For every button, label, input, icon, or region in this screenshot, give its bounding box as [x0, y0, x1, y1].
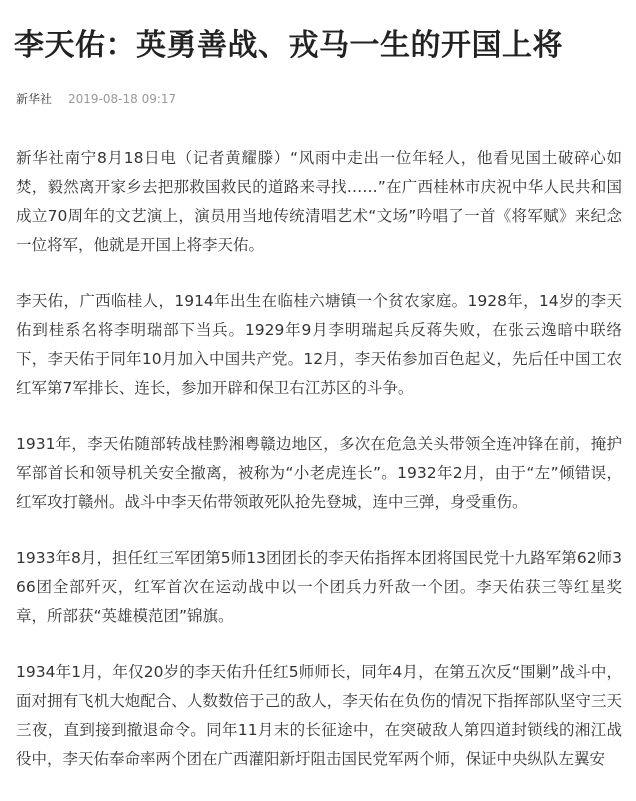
article-body — [16, 144, 622, 801]
article-source: 新华社 — [16, 92, 53, 106]
article-paragraph: 李天佑，广西临桂人，1914年出生在临桂六塘镇一个贫农家庭。1928年，14岁的李天佑到桂系名将李明瑞部下当兵。1929年9月李明瑞起兵反蒋失败，在张云逸暗中联络下，李天佑于同年10月加入中国共产党。12月，李天佑参加百色起义，先后任中国工农红军第7军排长、连长，参加开辟和保卫右江苏区的斗争。 — [16, 292, 622, 397]
article-title: 李天佑：英勇善战、戎马一生的开国上将 — [14, 28, 563, 63]
article-paragraph: 1934年1月，年仅20岁的李天佑升任红5师师长，同年4月，在第五次反“围剿”战斗中，面对拥有飞机大炮配合、人数数倍于己的敌人，李天佑在负伤的情况下指挥部队坚守三天三夜，直到接到撤退命令。同年11月末的长征途中，在突破敌人第四道封锁线的湘江战役中，李天佑奉命率两个团在广西灌阳新圩阻击国民党军两个师，保证中央纵队左翼安 — [16, 663, 622, 768]
article-paragraph: 1931年，李天佑随部转战桂黔湘粤赣边地区，多次在危急关头带领全连冲锋在前，掩护军部首长和领导机关安全撤离，被称为“小老虎连长”。1932年2月，由于“左”倾错误，红军攻打赣州。战斗中李天佑带领敢死队抢先登城，连中三弹，身受重伤。 — [16, 435, 622, 511]
article-time: 2019-08-18 09:17 — [68, 92, 177, 106]
article-paragraph: 新华社南宁8月18日电（记者黄耀滕）“风雨中走出一位年轻人，他看见国土破碎心如焚，毅然离开家乡去把那救国救民的道路来寻找……”在广西桂林市庆祝中华人民共和国成立70周年的文艺演上，演员用当地传统清唱艺术“文场”吟唱了一首《将军赋》来纪念一位将军，他就是开国上将李天佑。 — [16, 149, 622, 254]
article-paragraph: 1933年8月，担任红三军团第5师13团团长的李天佑指挥本团将国民党十九路军第62师366团全部歼灭，红军首次在运动战中以一个团兵力歼敌一个团。李天佑获三等红星奖章，所部获“英雄模范团”锦旗。 — [16, 549, 622, 625]
article-meta — [16, 90, 176, 108]
